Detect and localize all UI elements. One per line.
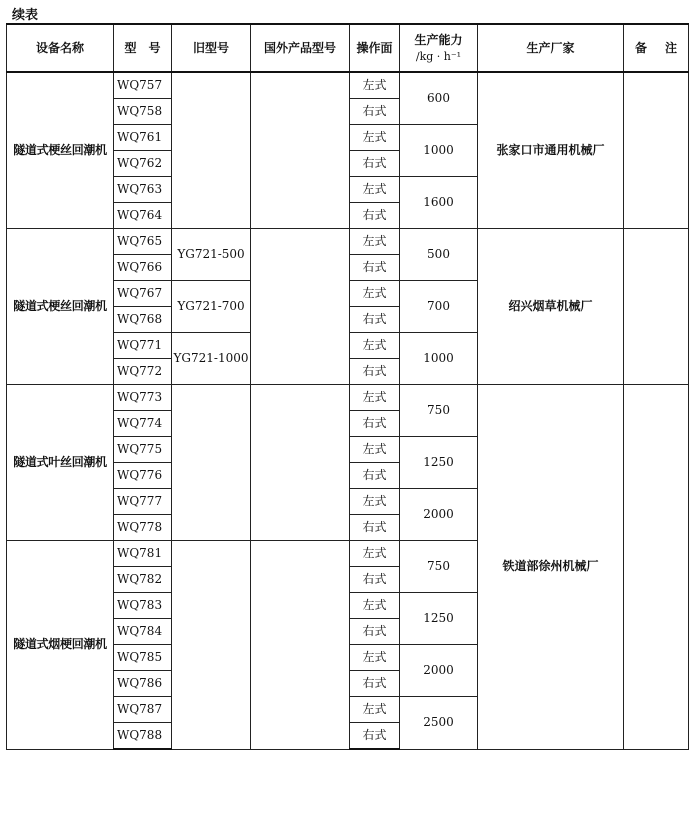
capacity-cell: 750	[400, 541, 478, 593]
header-foreign-model: 国外产品型号	[251, 24, 350, 72]
model-cell: WQ785	[114, 645, 172, 671]
foreign-model-cell	[251, 72, 350, 229]
side-cell: 左式	[350, 385, 400, 411]
table-row	[7, 385, 689, 411]
model-cell: WQ777	[114, 489, 172, 515]
remarks-cell	[624, 385, 689, 750]
capacity-cell: 2500	[400, 697, 478, 750]
model-cell: WQ781	[114, 541, 172, 567]
header-row	[7, 24, 689, 72]
side-cell: 右式	[350, 151, 400, 177]
device-name-cell: 隧道式叶丝回潮机	[7, 385, 114, 541]
model-cell: WQ772	[114, 359, 172, 385]
model-cell: WQ757	[114, 72, 172, 99]
header-manufacturer: 生产厂家	[478, 24, 624, 72]
header-capacity-unit: /kg · h⁻¹	[415, 49, 462, 63]
side-cell: 右式	[350, 307, 400, 333]
table-row	[7, 229, 689, 255]
old-model-cell: YG721-500	[172, 229, 251, 281]
side-cell: 右式	[350, 463, 400, 489]
header-remarks: 备 注	[624, 24, 689, 72]
side-cell: 右式	[350, 411, 400, 437]
side-cell: 右式	[350, 255, 400, 281]
model-cell: WQ788	[114, 723, 172, 750]
device-name-cell: 隧道式梗丝回潮机	[7, 72, 114, 229]
side-cell: 右式	[350, 567, 400, 593]
side-cell: 右式	[350, 359, 400, 385]
model-cell: WQ782	[114, 567, 172, 593]
model-cell: WQ761	[114, 125, 172, 151]
old-model-cell: YG721-700	[172, 281, 251, 333]
model-cell: WQ773	[114, 385, 172, 411]
capacity-cell: 1600	[400, 177, 478, 229]
header-operation-side: 操作面	[350, 24, 400, 72]
model-cell: WQ786	[114, 671, 172, 697]
capacity-cell: 750	[400, 385, 478, 437]
old-model-cell	[172, 541, 251, 750]
capacity-cell: 700	[400, 281, 478, 333]
side-cell: 左式	[350, 333, 400, 359]
model-cell: WQ778	[114, 515, 172, 541]
capacity-cell: 2000	[400, 645, 478, 697]
capacity-cell: 600	[400, 72, 478, 125]
side-cell: 右式	[350, 99, 400, 125]
side-cell: 右式	[350, 203, 400, 229]
capacity-cell: 1000	[400, 333, 478, 385]
header-model: 型 号	[114, 24, 172, 72]
manufacturer-cell: 绍兴烟草机械厂	[478, 229, 624, 385]
device-name-cell: 隧道式梗丝回潮机	[7, 229, 114, 385]
equipment-table	[6, 23, 689, 750]
header-old-model: 旧型号	[172, 24, 251, 72]
model-cell: WQ771	[114, 333, 172, 359]
model-cell: WQ768	[114, 307, 172, 333]
side-cell: 左式	[350, 593, 400, 619]
model-cell: WQ765	[114, 229, 172, 255]
model-cell: WQ775	[114, 437, 172, 463]
side-cell: 左式	[350, 125, 400, 151]
capacity-cell: 1000	[400, 125, 478, 177]
header-capacity-label: 生产能力	[414, 32, 463, 47]
model-cell: WQ764	[114, 203, 172, 229]
side-cell: 左式	[350, 281, 400, 307]
capacity-cell: 500	[400, 229, 478, 281]
remarks-cell	[624, 229, 689, 385]
side-cell: 左式	[350, 645, 400, 671]
model-cell: WQ762	[114, 151, 172, 177]
model-cell: WQ783	[114, 593, 172, 619]
model-cell: WQ763	[114, 177, 172, 203]
side-cell: 左式	[350, 72, 400, 99]
model-cell: WQ774	[114, 411, 172, 437]
manufacturer-cell: 张家口市通用机械厂	[478, 72, 624, 229]
remarks-cell	[624, 72, 689, 229]
side-cell: 右式	[350, 723, 400, 750]
device-name-cell: 隧道式烟梗回潮机	[7, 541, 114, 750]
side-cell: 左式	[350, 489, 400, 515]
model-cell: WQ767	[114, 281, 172, 307]
capacity-cell: 1250	[400, 437, 478, 489]
side-cell: 左式	[350, 541, 400, 567]
model-cell: WQ787	[114, 697, 172, 723]
header-device-name: 设备名称	[7, 24, 114, 72]
table-row	[7, 72, 689, 99]
old-model-cell	[172, 385, 251, 541]
header-capacity	[400, 24, 478, 72]
model-cell: WQ784	[114, 619, 172, 645]
foreign-model-cell	[251, 229, 350, 385]
model-cell: WQ758	[114, 99, 172, 125]
side-cell: 左式	[350, 229, 400, 255]
model-cell: WQ776	[114, 463, 172, 489]
capacity-cell: 1250	[400, 593, 478, 645]
side-cell: 右式	[350, 671, 400, 697]
table-caption: 续表	[12, 8, 39, 23]
side-cell: 左式	[350, 437, 400, 463]
model-cell: WQ766	[114, 255, 172, 281]
side-cell: 左式	[350, 177, 400, 203]
side-cell: 右式	[350, 515, 400, 541]
foreign-model-cell	[251, 541, 350, 750]
old-model-cell	[172, 72, 251, 229]
side-cell: 右式	[350, 619, 400, 645]
foreign-model-cell	[251, 385, 350, 541]
manufacturer-cell: 铁道部徐州机械厂	[478, 385, 624, 750]
side-cell: 左式	[350, 697, 400, 723]
capacity-cell: 2000	[400, 489, 478, 541]
old-model-cell: YG721-1000	[172, 333, 251, 385]
